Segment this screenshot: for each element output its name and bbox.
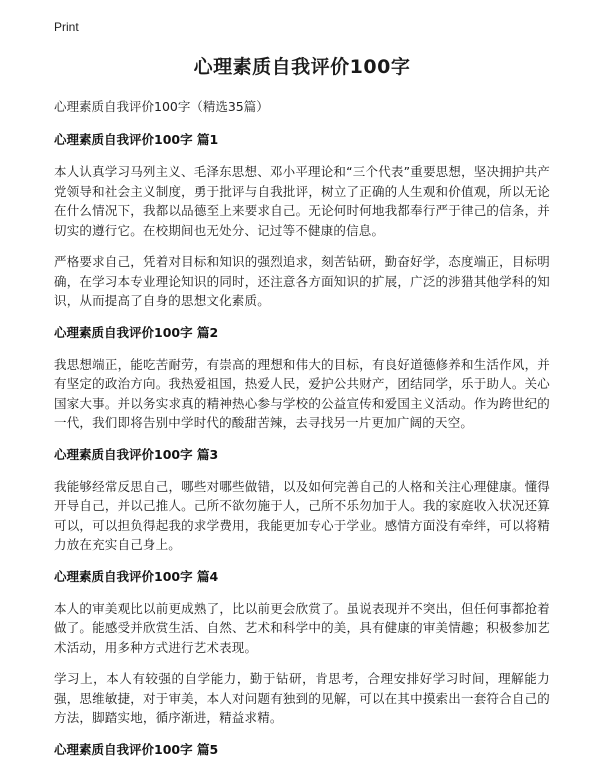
- page-subtitle: 心理素质自我评价100字（精选35篇）: [54, 99, 269, 114]
- section-4: [54, 567, 550, 728]
- section-heading: 心理素质自我评价100字 篇5: [54, 741, 219, 757]
- print-label[interactable]: Print: [54, 20, 79, 34]
- paragraph: 本人的审美观比以前更成熟了，比以前更会欣赏了。虽说表现并不突出，但任何事都抢着做了。能感受并欣赏生活、自然、艺术和科学中的美，具有健康的审美情趣；积极参加艺术活动，用多种方式进行艺术表现。: [54, 600, 550, 655]
- paragraph: 学习上，本人有较强的自学能力，勤于钻研，肯思考，合理安排好学习时间，理解能力强，思维敏捷，对于审美，本人对问题有独到的见解，可以在其中摸索出一套符合自己的方法，脚踏实地，循序渐进，精益求精。: [54, 671, 550, 725]
- section-heading: 心理素质自我评价100字 篇4: [54, 568, 219, 584]
- paragraph: 严格要求自己，凭着对目标和知识的强烈追求，刻苦钻研，勤奋好学，态度端正，目标明确，在学习本专业理论知识的同时，还注意各方面知识的扩展，广泛的涉猎其他学科的知识，从而提高了自身的思想文化素质。: [54, 254, 550, 308]
- section-heading: 心理素质自我评价100字 篇2: [54, 324, 219, 340]
- section-2: [54, 323, 550, 433]
- paragraph: 我思想端正，能吃苦耐劳，有崇高的理想和伟大的目标，有良好道德修养和生活作风，并有坚定的政治方向。我热爱祖国，热爱人民，爱护公共财产，团结同学，乐于助人。关心国家大事。并以务实求真的精神热心参与学校的公益宣传和爱国主义活动。作为跨世纪的一代，我们即将告别中学时代的酸甜苦辣，去寻找另一片更加广阔的天空。: [54, 356, 550, 430]
- section-3: [54, 445, 550, 555]
- paragraph: 本人认真学习马列主义、毛泽东思想、邓小平理论和“三个代表”重要思想，坚决拥护共产党领导和社会主义制度，勇于批评与自我批评，树立了正确的人生观和价值观，所以无论在什么情况下，我都以品德至上来要求自己。无论何时何地我都奉行严于律己的信条，并切实的遵行它。在校期间也无处分、记过等不健康的信息。: [54, 164, 550, 238]
- section-heading: 心理素质自我评价100字 篇1: [54, 132, 219, 147]
- section-1: [54, 130, 550, 311]
- section-heading: 心理素质自我评价100字 篇3: [54, 446, 219, 462]
- paragraph: 我能够经常反思自己，哪些对哪些做错，以及如何完善自己的人格和关注心理健康。懂得开导自己，并以己推人。己所不欲勿施于人，己所不乐勿加于人。我的家庭收入状况还算可以，可以担负得起我的求学费用，我能更加专心于学业。感情方面没有牵绊，可以将精力放在充实自己身上。: [54, 478, 550, 552]
- section-5: [54, 740, 550, 758]
- document-body: [54, 52, 550, 772]
- page-title: 心理素质自我评价100字: [193, 56, 411, 78]
